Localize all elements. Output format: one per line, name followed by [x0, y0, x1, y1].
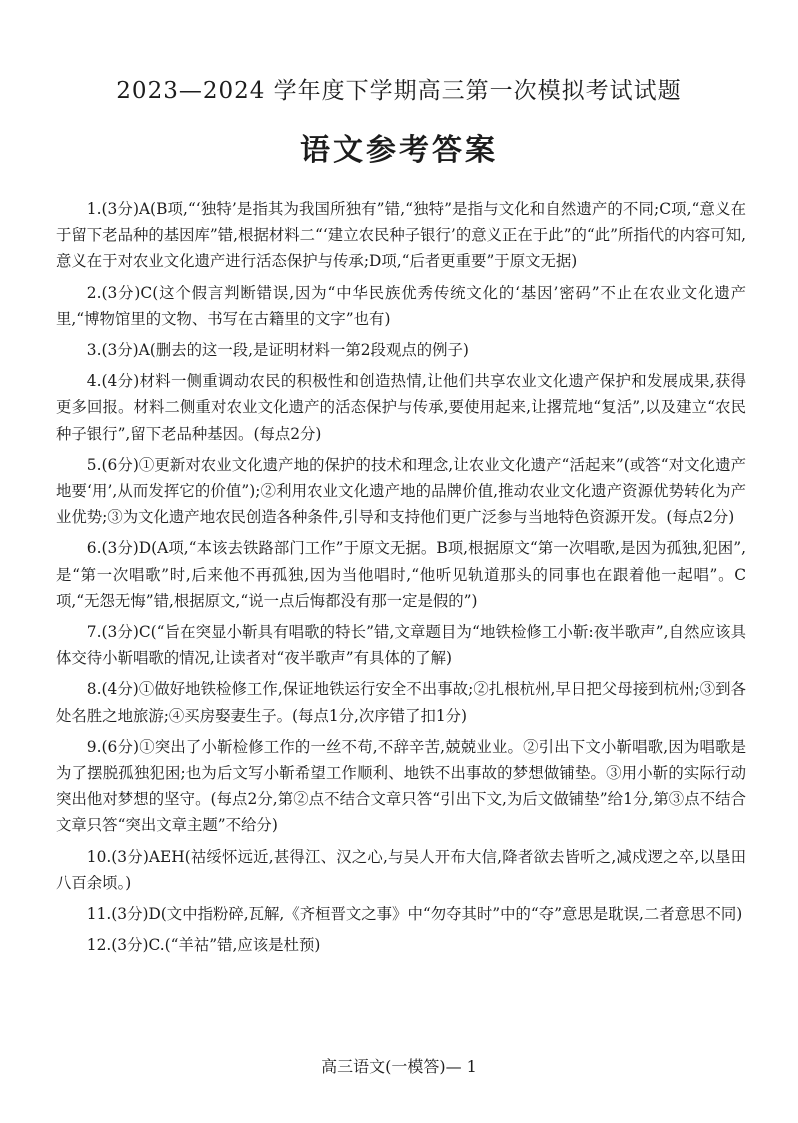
answer-item-9: 9.(6分)①突出了小靳检修工作的一丝不苟,不辞辛苦,兢兢业业。②引出下文小靳唱歌,因为唱歌是为了摆脱孤独犯困;也为后文写小靳希望工作顺利、地铁不出事故的梦想做铺垫。③用小靳的实际行动突出他对梦想的坚守。(每点2分,第②点不结合文章只答“引出下文,为后文做铺垫”给1分,第③点不结合文章只答“突出文章主题”不给分) — [56, 737, 746, 835]
answer-item-5: 5.(6分)①更新对农业文化遗产地的保护的技术和理念,让农业文化遗产“活起来”(或答“对文化遗产地要‘用’,从而发挥它的价值”);②利用农业文化遗产地的品牌价值,推动农业文化遗产资源优势转化为产业优势;③为文化遗产地农民创造各种条件,引导和支持他们更广泛参与当地特色资源开发。(每点2分) — [56, 455, 746, 527]
answer-item-10: 10.(3分)AEH(祜绥怀远近,甚得江、汉之心,与吴人开布大信,降者欲去皆听之,减戍逻之卒,以垦田八百余顷。) — [56, 847, 746, 892]
answer-item-4: 4.(4分)材料一侧重调动农民的积极性和创造热情,让他们共享农业文化遗产保护和发展成果,获得更多回报。材料二侧重对农业文化遗产的活态保护与传承,要使用起来,让撂荒地“复活”,以及建立“农民种子银行”,留下老品种基因。(每点2分) — [56, 372, 746, 443]
answer-item-7: 7.(3分)C(“旨在突显小靳具有唱歌的特长”错,文章题目为“地铁检修工小靳:夜半歌声”,自然应该具体交待小靳唱歌的情况,让读者对“夜半歌声”有具体的了解) — [56, 623, 746, 668]
answer-item-2: 2.(3分)C(这个假言判断错误,因为“中华民族优秀传统文化的‘基因’密码”不止在农业文化遗产里,“博物馆里的文物、书写在古籍里的文字”也有) — [56, 283, 746, 328]
answer-item-3: 3.(3分)A(删去的这一段,是证明材料一第2段观点的例子) — [86, 341, 469, 360]
answer-item-12: 12.(3分)C.(“羊祜”错,应该是杜预) — [86, 936, 321, 955]
answer-item-11: 11.(3分)D(文中指粉碎,瓦解,《齐桓晋文之事》中“勿夺其时”中的“夺”意思是耽误,二者意思不同) — [86, 905, 743, 924]
answer-list — [56, 196, 746, 963]
answer-key-heading: 语文参考答案 — [300, 133, 498, 168]
answer-item-6: 6.(3分)D(A项,“本该去铁路部门工作”于原文无据。B项,根据原文“第一次唱歌,是因为孤独,犯困”,是“第一次唱歌”时,后来他不再孤独,因为当他唱时,“他听见轨道那头的同事也在跟着他一起唱”。C项,“无怨无悔”错,根据原文,“说一点后悔都没有那一定是假的”) — [56, 539, 746, 610]
answer-item-8: 8.(4分)①做好地铁检修工作,保证地铁运行安全不出事故;②扎根杭州,早日把父母接到杭州;③到各处名胜之地旅游;④买房娶妻生子。(每点1分,次序错了扣1分) — [56, 680, 746, 725]
page-footer: 高三语文(一模答)— 1 — [321, 1057, 477, 1076]
exam-title: 2023—2024 学年度下学期高三第一次模拟考试试题 — [116, 78, 682, 104]
answer-item-1: 1.(3分)A(B项,“‘独特’是指其为我国所独有”错,“独特”是指与文化和自然遗产的不同;C项,“意义在于留下老品种的基因库”错,根据材料二“‘建立农民种子银行’的意义正在于此”的“此”所指代的内容可知,意义在于对农业文化遗产进行活态保护与传承;D项,“后者更重要”于原文无据) — [56, 200, 746, 271]
